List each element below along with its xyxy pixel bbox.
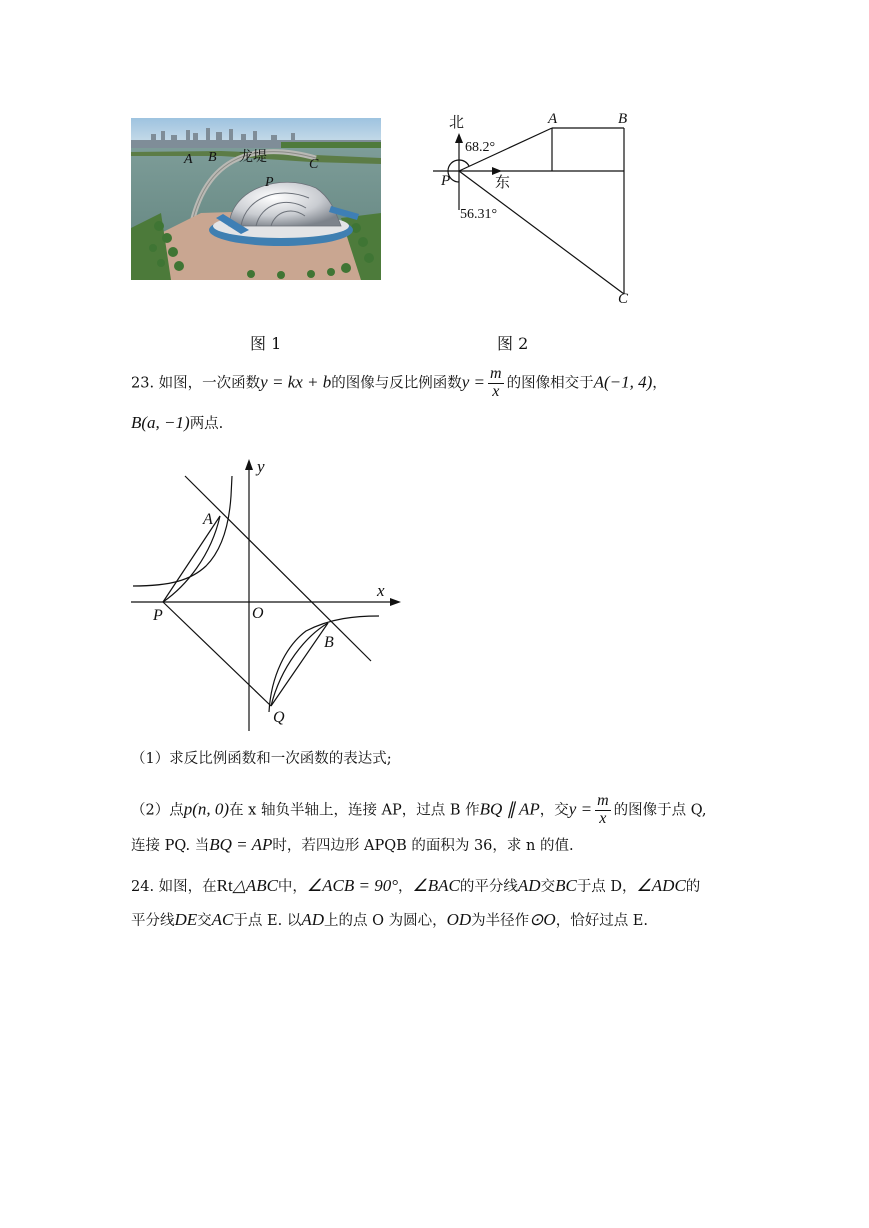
aerial-photo-drawing [131,118,381,280]
segment-ad: AD [301,910,324,929]
question-24-line1 [131,877,700,895]
origin-label: O [252,605,264,622]
segment-de: DE [174,910,198,929]
segment-ac: AC [211,910,234,929]
question-text: 两点. [189,416,224,432]
function-lhs: y = [461,372,486,392]
x-axis-label: x [377,581,385,600]
point-a: A(−1, 4) [593,372,653,392]
point-p-label: P [441,173,451,189]
function-graph [131,456,401,731]
photo-label-a: A [184,152,193,167]
question-text: 平分线 [131,913,175,929]
y-axis-label: y [257,457,265,476]
point-c-label: C [618,291,629,307]
question-text: 连接 PQ. 当 [131,838,210,854]
question-text: 上的点 O 为圆心， [324,913,447,929]
fraction-numerator: m [597,792,609,809]
question-text: 在 x 轴负半轴上，连接 AP，过点 B 作 [229,802,480,819]
fraction-denominator: x [599,809,607,827]
question-23-line1 [131,366,667,401]
graph-point-a: A [203,511,213,528]
question-text: 中， [277,879,307,895]
angle-acb: ∠ACB = 90° [306,876,399,895]
part-2-line1 [131,793,707,828]
question-text: ， [652,375,667,392]
question-text: 如图，一次函数 [158,375,261,392]
question-text: 的图像于点 Q, [613,802,707,819]
north-label: 北 [449,113,465,131]
fraction-denominator: x [492,382,500,400]
question-text: （2）点 [131,802,184,819]
point-b: B(a, −1) [131,413,190,432]
photo-label-dyke: 龙堤 [239,149,267,165]
question-text: 的图像相交于 [506,375,594,392]
function-graph-drawing [131,456,401,731]
photo-label-c: C [309,157,319,172]
question-number: 23. [131,375,155,392]
question-text: 时，若四边形 APQB 的面积为 36，求 n 的值. [272,838,574,854]
question-23-line2 [131,414,223,432]
fraction-m-over-x [488,366,504,401]
bearing-diagram-drawing [420,105,650,310]
fraction-m-over-x [595,793,611,828]
part-1: （1）求反比例函数和一次函数的表达式; [131,751,392,767]
graph-point-b: B [324,634,334,651]
aerial-photo [131,118,381,280]
question-24-line2 [131,911,648,929]
point-b-label: B [618,111,628,127]
linear-function: y = kx + b [260,372,332,392]
graph-point-p: P [153,607,163,624]
question-text: 交 [540,879,556,895]
photo-label-p: P [265,175,274,190]
function-lhs: y = [568,799,593,819]
photo-label-b: B [208,150,217,165]
question-text: 为半径作 [471,913,530,929]
angle-south-label: 56.31° [460,207,498,222]
figure2-caption: 图 2 [497,334,529,353]
point-a-label: A [548,111,558,127]
segment-od: OD [446,910,472,929]
graph-point-q: Q [273,709,285,726]
question-text: 的平分线 [459,879,518,895]
angle-bac: ∠BAC [412,876,460,895]
figure1-caption: 图 1 [250,334,282,353]
equal-condition: BQ = AP [209,835,273,854]
question-text: 于点 D， [576,879,637,895]
triangle-abc: △ABC [232,876,278,895]
question-text: ， [398,879,413,895]
question-text: 的图像与反比例函数 [331,375,462,392]
question-text: ，交 [539,802,569,819]
fraction-numerator: m [490,365,502,382]
question-text: 于点 E. 以 [233,913,302,929]
question-number: 24. [131,879,155,895]
point-p-n: p(n, 0) [183,799,230,819]
angle-adc: ∠ADC [636,876,686,895]
part-2-line2 [131,836,574,854]
question-text: ，恰好过点 E. [555,913,649,929]
question-text: 如图，在 [158,879,217,895]
east-label: 东 [495,173,511,191]
parallel-condition: BQ ∥ AP [479,799,540,819]
bearing-diagram [420,105,650,310]
angle-north-label: 68.2° [465,140,496,155]
circle-o: ⊙O [529,910,556,929]
segment-ad: AD [517,876,541,895]
right-triangle-prefix: Rt [216,876,233,895]
question-text: 交 [197,913,212,929]
segment-bc: BC [555,876,577,895]
question-text: 的 [685,879,701,895]
